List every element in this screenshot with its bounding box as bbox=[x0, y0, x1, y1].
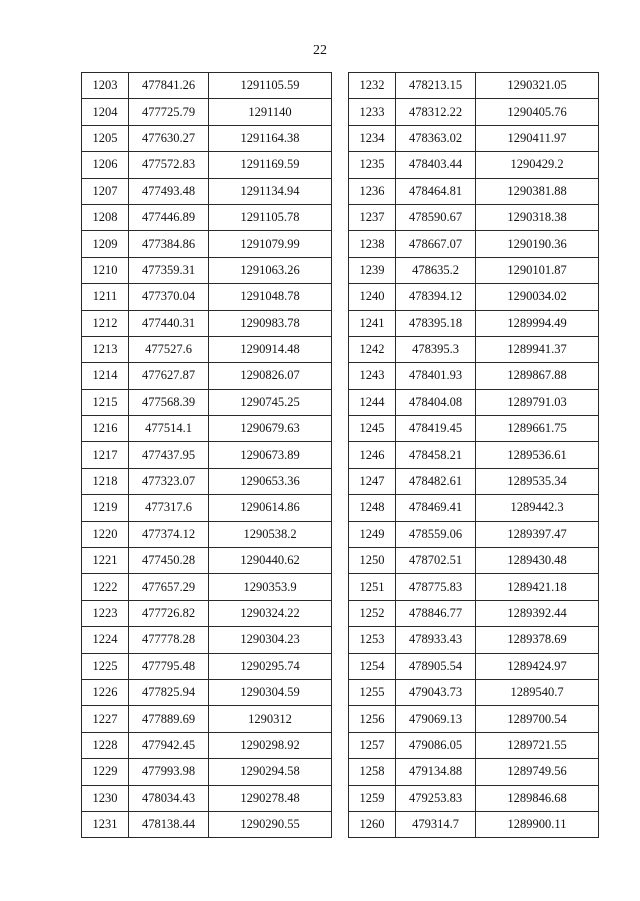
table-row bbox=[349, 442, 599, 468]
table-row bbox=[349, 204, 599, 230]
x-coordinate-cell: 477993.98 bbox=[129, 759, 209, 785]
y-coordinate-cell: 1289535.34 bbox=[476, 468, 599, 494]
point-number-cell: 1212 bbox=[82, 310, 129, 336]
y-coordinate-cell: 1289900.11 bbox=[476, 811, 599, 837]
y-coordinate-cell: 1291164.38 bbox=[209, 125, 332, 151]
x-coordinate-cell: 477384.86 bbox=[129, 231, 209, 257]
x-coordinate-cell: 477440.31 bbox=[129, 310, 209, 336]
point-number-cell: 1209 bbox=[82, 231, 129, 257]
y-coordinate-cell: 1290321.05 bbox=[476, 73, 599, 99]
table-row bbox=[82, 759, 332, 785]
y-coordinate-cell: 1290318.38 bbox=[476, 204, 599, 230]
x-coordinate-cell: 477493.48 bbox=[129, 178, 209, 204]
y-coordinate-cell: 1289421.18 bbox=[476, 574, 599, 600]
point-number-cell: 1242 bbox=[349, 336, 396, 362]
point-number-cell: 1249 bbox=[349, 521, 396, 547]
x-coordinate-cell: 478590.67 bbox=[396, 204, 476, 230]
y-coordinate-cell: 1289791.03 bbox=[476, 389, 599, 415]
point-number-cell: 1213 bbox=[82, 336, 129, 362]
x-coordinate-cell: 478482.61 bbox=[396, 468, 476, 494]
y-coordinate-cell: 1289661.75 bbox=[476, 416, 599, 442]
table-row bbox=[349, 495, 599, 521]
y-coordinate-cell: 1289749.56 bbox=[476, 759, 599, 785]
y-coordinate-cell: 1291169.59 bbox=[209, 152, 332, 178]
point-number-cell: 1217 bbox=[82, 442, 129, 468]
table-row bbox=[82, 548, 332, 574]
point-number-cell: 1257 bbox=[349, 732, 396, 758]
y-coordinate-cell: 1289397.47 bbox=[476, 521, 599, 547]
table-row bbox=[82, 152, 332, 178]
y-coordinate-cell: 1290440.62 bbox=[209, 548, 332, 574]
x-coordinate-cell: 478034.43 bbox=[129, 785, 209, 811]
point-number-cell: 1220 bbox=[82, 521, 129, 547]
table-row bbox=[82, 495, 332, 521]
x-coordinate-cell: 477323.07 bbox=[129, 468, 209, 494]
point-number-cell: 1229 bbox=[82, 759, 129, 785]
table-row bbox=[349, 310, 599, 336]
table-row bbox=[349, 679, 599, 705]
y-coordinate-cell: 1290614.86 bbox=[209, 495, 332, 521]
table-row bbox=[82, 627, 332, 653]
x-coordinate-cell: 477374.12 bbox=[129, 521, 209, 547]
point-number-cell: 1246 bbox=[349, 442, 396, 468]
point-number-cell: 1225 bbox=[82, 653, 129, 679]
table-row bbox=[82, 178, 332, 204]
point-number-cell: 1234 bbox=[349, 125, 396, 151]
y-coordinate-cell: 1289867.88 bbox=[476, 363, 599, 389]
table-row bbox=[82, 442, 332, 468]
x-coordinate-cell: 478667.07 bbox=[396, 231, 476, 257]
y-coordinate-cell: 1289994.49 bbox=[476, 310, 599, 336]
table-row bbox=[349, 99, 599, 125]
x-coordinate-cell: 478404.08 bbox=[396, 389, 476, 415]
y-coordinate-cell: 1290826.07 bbox=[209, 363, 332, 389]
table-row bbox=[349, 257, 599, 283]
x-coordinate-cell: 479134.88 bbox=[396, 759, 476, 785]
x-coordinate-cell: 477725.79 bbox=[129, 99, 209, 125]
y-coordinate-cell: 1291048.78 bbox=[209, 284, 332, 310]
point-number-cell: 1207 bbox=[82, 178, 129, 204]
coordinate-table-left bbox=[81, 72, 332, 838]
table-row bbox=[349, 600, 599, 626]
table-body bbox=[349, 73, 599, 838]
y-coordinate-cell: 1289430.48 bbox=[476, 548, 599, 574]
x-coordinate-cell: 478775.83 bbox=[396, 574, 476, 600]
x-coordinate-cell: 477446.89 bbox=[129, 204, 209, 230]
y-coordinate-cell: 1291105.59 bbox=[209, 73, 332, 99]
table-row bbox=[349, 231, 599, 257]
table-row bbox=[349, 152, 599, 178]
x-coordinate-cell: 477825.94 bbox=[129, 679, 209, 705]
table-row bbox=[349, 785, 599, 811]
x-coordinate-cell: 478395.3 bbox=[396, 336, 476, 362]
point-number-cell: 1216 bbox=[82, 416, 129, 442]
y-coordinate-cell: 1289846.68 bbox=[476, 785, 599, 811]
x-coordinate-cell: 478395.18 bbox=[396, 310, 476, 336]
table-row bbox=[82, 231, 332, 257]
table-row bbox=[82, 125, 332, 151]
point-number-cell: 1215 bbox=[82, 389, 129, 415]
x-coordinate-cell: 477450.28 bbox=[129, 548, 209, 574]
point-number-cell: 1260 bbox=[349, 811, 396, 837]
point-number-cell: 1211 bbox=[82, 284, 129, 310]
y-coordinate-cell: 1289536.61 bbox=[476, 442, 599, 468]
table-row bbox=[349, 284, 599, 310]
table-row bbox=[82, 653, 332, 679]
table-row bbox=[82, 310, 332, 336]
y-coordinate-cell: 1290295.74 bbox=[209, 653, 332, 679]
point-number-cell: 1248 bbox=[349, 495, 396, 521]
table-row bbox=[82, 204, 332, 230]
point-number-cell: 1247 bbox=[349, 468, 396, 494]
table-row bbox=[82, 521, 332, 547]
point-number-cell: 1237 bbox=[349, 204, 396, 230]
table-row bbox=[349, 574, 599, 600]
y-coordinate-cell: 1290983.78 bbox=[209, 310, 332, 336]
table-row bbox=[349, 416, 599, 442]
x-coordinate-cell: 477568.39 bbox=[129, 389, 209, 415]
y-coordinate-cell: 1290190.36 bbox=[476, 231, 599, 257]
y-coordinate-cell: 1290914.48 bbox=[209, 336, 332, 362]
point-number-cell: 1230 bbox=[82, 785, 129, 811]
x-coordinate-cell: 477627.87 bbox=[129, 363, 209, 389]
table-row bbox=[349, 521, 599, 547]
x-coordinate-cell: 477726.82 bbox=[129, 600, 209, 626]
point-number-cell: 1245 bbox=[349, 416, 396, 442]
table-row bbox=[82, 363, 332, 389]
y-coordinate-cell: 1290034.02 bbox=[476, 284, 599, 310]
table-row bbox=[82, 468, 332, 494]
y-coordinate-cell: 1290673.89 bbox=[209, 442, 332, 468]
point-number-cell: 1203 bbox=[82, 73, 129, 99]
y-coordinate-cell: 1290679.63 bbox=[209, 416, 332, 442]
point-number-cell: 1231 bbox=[82, 811, 129, 837]
y-coordinate-cell: 1289700.54 bbox=[476, 706, 599, 732]
point-number-cell: 1258 bbox=[349, 759, 396, 785]
point-number-cell: 1208 bbox=[82, 204, 129, 230]
x-coordinate-cell: 479314.7 bbox=[396, 811, 476, 837]
point-number-cell: 1244 bbox=[349, 389, 396, 415]
point-number-cell: 1250 bbox=[349, 548, 396, 574]
table-row bbox=[349, 653, 599, 679]
x-coordinate-cell: 478363.02 bbox=[396, 125, 476, 151]
table-row bbox=[349, 73, 599, 99]
y-coordinate-cell: 1290745.25 bbox=[209, 389, 332, 415]
table-row bbox=[82, 336, 332, 362]
table-row bbox=[349, 706, 599, 732]
y-coordinate-cell: 1290538.2 bbox=[209, 521, 332, 547]
point-number-cell: 1256 bbox=[349, 706, 396, 732]
y-coordinate-cell: 1289424.97 bbox=[476, 653, 599, 679]
y-coordinate-cell: 1291140 bbox=[209, 99, 332, 125]
table-row bbox=[349, 125, 599, 151]
table-row bbox=[82, 284, 332, 310]
y-coordinate-cell: 1290304.59 bbox=[209, 679, 332, 705]
point-number-cell: 1240 bbox=[349, 284, 396, 310]
x-coordinate-cell: 478933.43 bbox=[396, 627, 476, 653]
point-number-cell: 1238 bbox=[349, 231, 396, 257]
table-row bbox=[349, 363, 599, 389]
y-coordinate-cell: 1290294.58 bbox=[209, 759, 332, 785]
x-coordinate-cell: 477359.31 bbox=[129, 257, 209, 283]
y-coordinate-cell: 1290381.88 bbox=[476, 178, 599, 204]
x-coordinate-cell: 478403.44 bbox=[396, 152, 476, 178]
y-coordinate-cell: 1290290.55 bbox=[209, 811, 332, 837]
coordinate-table-right bbox=[348, 72, 599, 838]
y-coordinate-cell: 1290298.92 bbox=[209, 732, 332, 758]
x-coordinate-cell: 478846.77 bbox=[396, 600, 476, 626]
x-coordinate-cell: 478419.45 bbox=[396, 416, 476, 442]
point-number-cell: 1233 bbox=[349, 99, 396, 125]
point-number-cell: 1204 bbox=[82, 99, 129, 125]
table-row bbox=[349, 178, 599, 204]
y-coordinate-cell: 1290353.9 bbox=[209, 574, 332, 600]
x-coordinate-cell: 477889.69 bbox=[129, 706, 209, 732]
point-number-cell: 1221 bbox=[82, 548, 129, 574]
y-coordinate-cell: 1290324.22 bbox=[209, 600, 332, 626]
x-coordinate-cell: 478312.22 bbox=[396, 99, 476, 125]
x-coordinate-cell: 479253.83 bbox=[396, 785, 476, 811]
point-number-cell: 1223 bbox=[82, 600, 129, 626]
y-coordinate-cell: 1290653.36 bbox=[209, 468, 332, 494]
y-coordinate-cell: 1289392.44 bbox=[476, 600, 599, 626]
x-coordinate-cell: 477942.45 bbox=[129, 732, 209, 758]
point-number-cell: 1210 bbox=[82, 257, 129, 283]
point-number-cell: 1228 bbox=[82, 732, 129, 758]
x-coordinate-cell: 477514.1 bbox=[129, 416, 209, 442]
point-number-cell: 1255 bbox=[349, 679, 396, 705]
x-coordinate-cell: 477778.28 bbox=[129, 627, 209, 653]
x-coordinate-cell: 477317.6 bbox=[129, 495, 209, 521]
y-coordinate-cell: 1289721.55 bbox=[476, 732, 599, 758]
y-coordinate-cell: 1289442.3 bbox=[476, 495, 599, 521]
x-coordinate-cell: 478559.06 bbox=[396, 521, 476, 547]
y-coordinate-cell: 1289378.69 bbox=[476, 627, 599, 653]
point-number-cell: 1206 bbox=[82, 152, 129, 178]
table-row bbox=[349, 389, 599, 415]
table-row bbox=[82, 679, 332, 705]
table-row bbox=[82, 785, 332, 811]
x-coordinate-cell: 478469.41 bbox=[396, 495, 476, 521]
x-coordinate-cell: 478464.81 bbox=[396, 178, 476, 204]
y-coordinate-cell: 1290101.87 bbox=[476, 257, 599, 283]
x-coordinate-cell: 478213.15 bbox=[396, 73, 476, 99]
y-coordinate-cell: 1291105.78 bbox=[209, 204, 332, 230]
x-coordinate-cell: 477657.29 bbox=[129, 574, 209, 600]
y-coordinate-cell: 1291134.94 bbox=[209, 178, 332, 204]
x-coordinate-cell: 478905.54 bbox=[396, 653, 476, 679]
point-number-cell: 1241 bbox=[349, 310, 396, 336]
table-row bbox=[349, 627, 599, 653]
y-coordinate-cell: 1291079.99 bbox=[209, 231, 332, 257]
table-row bbox=[82, 99, 332, 125]
x-coordinate-cell: 478394.12 bbox=[396, 284, 476, 310]
page-number: 22 bbox=[313, 43, 327, 58]
x-coordinate-cell: 479043.73 bbox=[396, 679, 476, 705]
point-number-cell: 1222 bbox=[82, 574, 129, 600]
y-coordinate-cell: 1290304.23 bbox=[209, 627, 332, 653]
table-row bbox=[82, 389, 332, 415]
x-coordinate-cell: 477572.83 bbox=[129, 152, 209, 178]
y-coordinate-cell: 1290405.76 bbox=[476, 99, 599, 125]
x-coordinate-cell: 478458.21 bbox=[396, 442, 476, 468]
y-coordinate-cell: 1289540.7 bbox=[476, 679, 599, 705]
point-number-cell: 1218 bbox=[82, 468, 129, 494]
table-row bbox=[349, 811, 599, 837]
x-coordinate-cell: 478401.93 bbox=[396, 363, 476, 389]
table-row bbox=[82, 732, 332, 758]
y-coordinate-cell: 1290278.48 bbox=[209, 785, 332, 811]
table-row bbox=[349, 732, 599, 758]
x-coordinate-cell: 479086.05 bbox=[396, 732, 476, 758]
point-number-cell: 1226 bbox=[82, 679, 129, 705]
x-coordinate-cell: 478138.44 bbox=[129, 811, 209, 837]
x-coordinate-cell: 478635.2 bbox=[396, 257, 476, 283]
table-row bbox=[82, 706, 332, 732]
table-row bbox=[82, 257, 332, 283]
point-number-cell: 1243 bbox=[349, 363, 396, 389]
point-number-cell: 1252 bbox=[349, 600, 396, 626]
point-number-cell: 1205 bbox=[82, 125, 129, 151]
x-coordinate-cell: 477841.26 bbox=[129, 73, 209, 99]
y-coordinate-cell: 1289941.37 bbox=[476, 336, 599, 362]
point-number-cell: 1259 bbox=[349, 785, 396, 811]
point-number-cell: 1239 bbox=[349, 257, 396, 283]
point-number-cell: 1232 bbox=[349, 73, 396, 99]
table-row bbox=[349, 336, 599, 362]
x-coordinate-cell: 477527.6 bbox=[129, 336, 209, 362]
point-number-cell: 1224 bbox=[82, 627, 129, 653]
point-number-cell: 1214 bbox=[82, 363, 129, 389]
x-coordinate-cell: 477795.48 bbox=[129, 653, 209, 679]
point-number-cell: 1253 bbox=[349, 627, 396, 653]
x-coordinate-cell: 478702.51 bbox=[396, 548, 476, 574]
point-number-cell: 1219 bbox=[82, 495, 129, 521]
x-coordinate-cell: 477370.04 bbox=[129, 284, 209, 310]
table-row bbox=[349, 759, 599, 785]
point-number-cell: 1236 bbox=[349, 178, 396, 204]
point-number-cell: 1254 bbox=[349, 653, 396, 679]
y-coordinate-cell: 1290411.97 bbox=[476, 125, 599, 151]
table-row bbox=[82, 574, 332, 600]
x-coordinate-cell: 479069.13 bbox=[396, 706, 476, 732]
table-row bbox=[82, 416, 332, 442]
x-coordinate-cell: 477630.27 bbox=[129, 125, 209, 151]
table-row bbox=[349, 548, 599, 574]
table-row bbox=[82, 73, 332, 99]
point-number-cell: 1251 bbox=[349, 574, 396, 600]
table-row bbox=[349, 468, 599, 494]
table-body bbox=[82, 73, 332, 838]
y-coordinate-cell: 1290312 bbox=[209, 706, 332, 732]
point-number-cell: 1227 bbox=[82, 706, 129, 732]
y-coordinate-cell: 1290429.2 bbox=[476, 152, 599, 178]
table-row bbox=[82, 811, 332, 837]
x-coordinate-cell: 477437.95 bbox=[129, 442, 209, 468]
table-row bbox=[82, 600, 332, 626]
point-number-cell: 1235 bbox=[349, 152, 396, 178]
y-coordinate-cell: 1291063.26 bbox=[209, 257, 332, 283]
